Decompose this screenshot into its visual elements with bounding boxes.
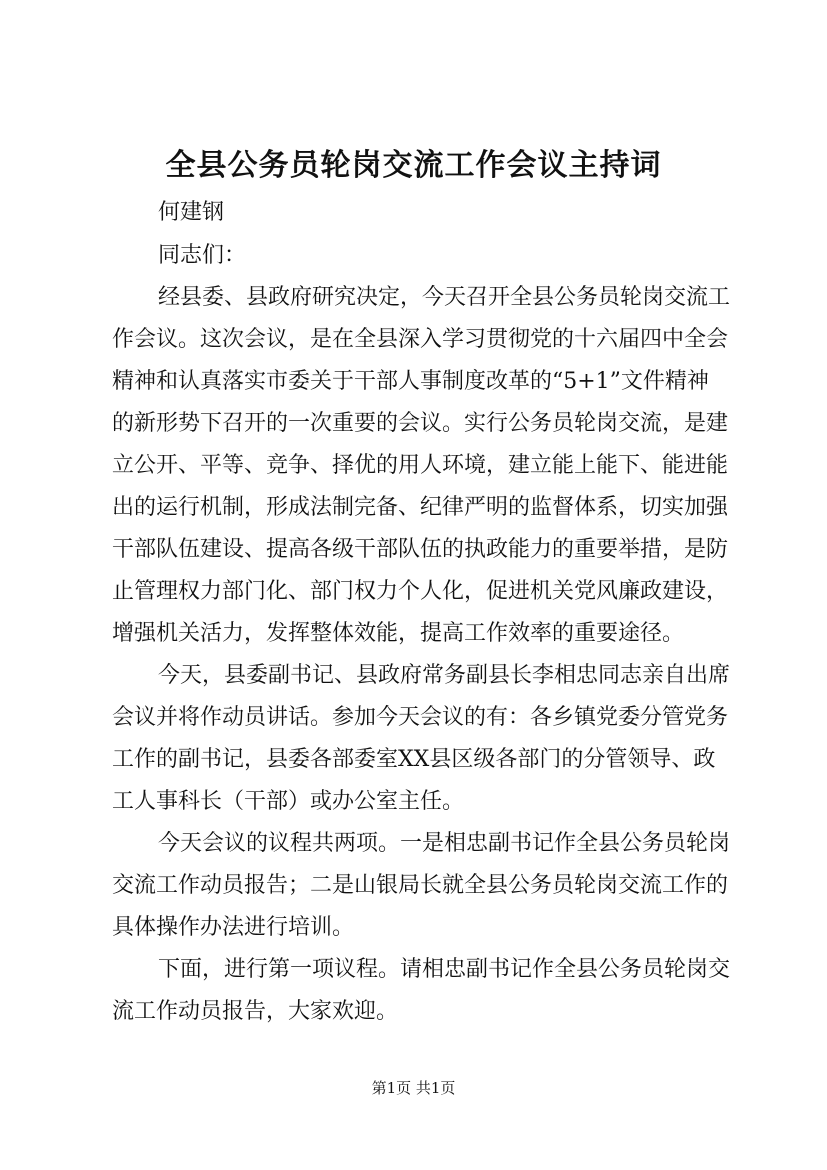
document-title: 全县公务员轮岗交流工作会议主持词 [165, 148, 662, 183]
paragraph-line: 工作的副书记，县委各部委室XX县区级各部门的分管领导、政 [112, 747, 716, 772]
paragraph-line: 今天会议的议程共两项。一是相忠副书记作全县公务员轮岗 [158, 831, 731, 856]
paragraph-line: 工人事科长（干部）或办公室主任。 [112, 789, 465, 814]
paragraph-line: 具体操作办法进行培训。 [112, 915, 355, 940]
paragraph-line: 出的运行机制，形成法制完备、纪律严明的监督体系，切实加强 [112, 495, 729, 520]
author-name: 何建钢 [158, 200, 225, 225]
paragraph-line: 作会议。这次会议，是在全县深入学习贯彻党的十六届四中全会 [112, 327, 729, 352]
paragraph-line: 增强机关活力，发挥整体效能，提高工作效率的重要途径。 [112, 621, 685, 646]
paragraph-line: 流工作动员报告，大家欢迎。 [112, 999, 399, 1024]
paragraph-line: 下面，进行第一项议程。请相忠副书记作全县公务员轮岗交 [158, 957, 731, 982]
paragraph-line: 止管理权力部门化、部门权力个人化，促进机关党风廉政建设， [112, 579, 729, 604]
salutation: 同志们： [158, 243, 247, 268]
paragraph-line: 会议并将作动员讲话。参加今天会议的有：各乡镇党委分管党务 [112, 705, 729, 730]
paragraph-line: 的新形势下召开的一次重要的会议。实行公务员轮岗交流，是建 [112, 411, 729, 436]
paragraph-line: 今天，县委副书记、县政府常务副县长李相忠同志亲自出席 [158, 663, 731, 688]
paragraph-line: 立公开、平等、竞争、择优的用人环境，建立能上能下、能进能 [112, 453, 729, 478]
page-footer: 第1页 共1页 [371, 1079, 456, 1097]
paragraph-line: 精神和认真落实市委关于干部人事制度改革的“5+1”文件精神 [112, 369, 709, 394]
paragraph-line: 交流工作动员报告；二是山银局长就全县公务员轮岗交流工作的 [112, 873, 729, 898]
paragraph-line: 经县委、县政府研究决定，今天召开全县公务员轮岗交流工 [158, 285, 731, 310]
paragraph-line: 干部队伍建设、提高各级干部队伍的执政能力的重要举措，是防 [112, 537, 729, 562]
